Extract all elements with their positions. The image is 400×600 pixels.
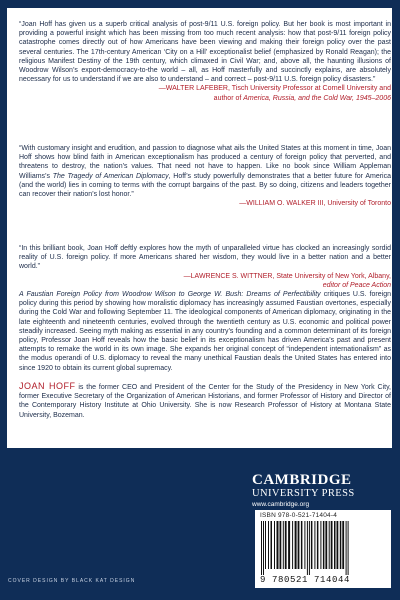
barcode-bar	[261, 521, 262, 575]
blurb-walker	[19, 144, 391, 208]
barcode-bar	[337, 521, 339, 569]
barcode-bar	[301, 521, 303, 569]
barcode-bar	[348, 521, 349, 575]
blurb-wittner-attribution	[19, 272, 391, 290]
barcode-bar	[298, 521, 300, 569]
barcode-bar	[311, 521, 313, 569]
barcode-bar	[346, 521, 347, 575]
barcode-bar	[323, 521, 325, 569]
barcode-bar	[285, 521, 287, 569]
barcode-bar	[334, 521, 336, 569]
cover-design-credit: COVER DESIGN BY BLACK KAT DESIGN	[8, 578, 136, 584]
blurb-wittner-role: editor of Peace Action	[322, 281, 391, 289]
barcode-bar	[265, 521, 266, 569]
barcode-bar	[283, 521, 284, 569]
blurb-walker-text-post: , Hoff’s study powerfully demonstrates that a better future for America (and the world) lies in coming to terms with the corrupt bargains of the past. By so doing, citizens and leaders together can recover their nation’s lost honor.”	[19, 172, 391, 199]
barcode-icon	[260, 521, 385, 575]
blurb-lafeber-book-title: America, Russia, and the Cold War, 1945–2006	[243, 94, 391, 102]
barcode-bar	[274, 521, 275, 569]
blurb-lafeber-affiliation: Tisch University Professor at Cornell University and	[231, 85, 391, 93]
barcode-panel	[255, 510, 391, 588]
blurb-walker-text-pre: “With customary insight and erudition, and passion to diagnose what ails the United States at this moment in time, Joan Hoff shows how blind faith in American exceptionalism has produced a century of foreign policy that perverted, and threatens to destroy, the nation’s values. That need not have to happen. Like no book since William Appleman Williams’s	[19, 145, 391, 180]
blurb-walker-attribution	[19, 199, 391, 208]
author-name: JOAN HOFF	[19, 381, 76, 391]
publisher-subtitle: UNIVERSITY PRESS	[252, 488, 355, 499]
publisher-url: www.cambridge.org	[252, 501, 310, 508]
barcode-bar	[329, 521, 330, 569]
barcode-bar	[325, 521, 327, 569]
barcode-bar	[309, 521, 310, 575]
blurb-lafeber-author: —WALTER LAFEBER,	[158, 85, 230, 93]
book-title: A Faustian Foreign Policy from Woodrow Wilson to George W. Bush: Dreams of Perfectibility	[19, 291, 321, 298]
barcode-bar	[304, 521, 305, 569]
barcode-bar	[340, 521, 342, 569]
barcode-bar	[317, 521, 319, 569]
barcode-bar	[320, 521, 321, 569]
barcode-bar	[271, 521, 273, 569]
blurb-wittner-author: —LAWRENCE S. WITTNER,	[183, 272, 275, 280]
barcode-bar	[268, 521, 269, 569]
barcode-bar	[314, 521, 315, 569]
book-description	[19, 290, 391, 373]
blurb-walker-affiliation: University of Toronto	[327, 200, 391, 208]
barcode-bar	[295, 521, 297, 569]
blurb-lafeber-attribution	[19, 84, 391, 102]
text-panel	[7, 8, 392, 448]
isbn-label: ISBN 978-0-521-71404-4	[260, 512, 338, 519]
barcode-bar	[331, 521, 333, 569]
barcode-bar	[292, 521, 293, 569]
author-bio	[19, 382, 391, 420]
blurb-lafeber-affiliation-pre: author of	[213, 94, 244, 102]
publisher-logo	[252, 472, 392, 510]
barcode-digits: 9 780521 714044	[260, 575, 351, 585]
barcode-bar	[307, 521, 308, 575]
blurb-wittner-affiliation: State University of New York, Albany,	[276, 272, 391, 280]
author-bio-text: is the former CEO and President of the Center for the Study of the Presidency in New York City, former Executive Secretary of the Organization of American Historians, and former Professor of History and Director of the Contemporary History Institute at Ohio University. She is now Research Professor of History at Montana State University, Bozeman.	[19, 384, 392, 419]
publisher-name: CAMBRIDGE	[252, 472, 352, 488]
blurb-lafeber-text: “Joan Hoff has given us a superb critical analysis of post-9/11 U.S. foreign policy. But her book is most important in providing a powerful insight which has been missing from too much recent analysis: how that post-9/11 foreign policy catastrophe comes directly out of how Americans have been viewing and making their foreign policy over the past several centuries. The 17th-century American ‘City on a Hill’ exceptionalist belief (emphasized by Ronald Reagan); the religious Manifest Destiny of the 19th century, which climaxed in Civil War; and, above all, the haunting illusions of Woodrow Wilson’s export-democracy-to-the world – all, as Hoff masterfully and succinctly explains, are absolutely necessary for us to understand if we are also to understand – and correct – post-9/11 U.S. foreign policy disasters.”	[19, 21, 391, 84]
barcode-bar	[277, 521, 279, 569]
blurb-lafeber	[19, 20, 391, 103]
book-description-text: critiques U.S. foreign policy during this period by showing how moralistic diplomacy has increasingly assumed Faustian overtones, especially during the Cold War and following September 11. The ideological components of American diplomacy, originating in the late eighteenth and nineteenth centuries, evolved through the twentieth century as U.S. economic and political power steadily increased. Seeing myth making as essential in any country’s founding and a common determinant of its foreign policy, Professor Joan Hoff reveals how the basic belief in its exceptionalism has driven America’s past and present attempts to remake the world in its own image. She expands her original concept of “independent internationalism” as the modus operandi of U.S. diplomacy to reveal the many unethical Faustian deals the United States has entered into since 1920 to obtain its current global supremacy.	[19, 291, 391, 372]
blurb-wittner-text: “In this brilliant book, Joan Hoff deftly explores how the myth of unparalleled virtue has clocked an increasingly sordid reality of U.S. foreign policy. If more Americans shared her wisdom, they would live in a better nation and a better world.”	[19, 245, 391, 271]
barcode-bar	[263, 521, 264, 575]
barcode-bar	[342, 521, 344, 569]
blurb-wittner	[19, 244, 391, 290]
barcode-bar	[288, 521, 290, 569]
barcode-bar	[280, 521, 282, 569]
blurb-walker-author: —WILLIAM O. WALKER III,	[239, 200, 326, 208]
blurb-walker-book-title: The Tragedy of American Diplomacy	[52, 172, 169, 180]
